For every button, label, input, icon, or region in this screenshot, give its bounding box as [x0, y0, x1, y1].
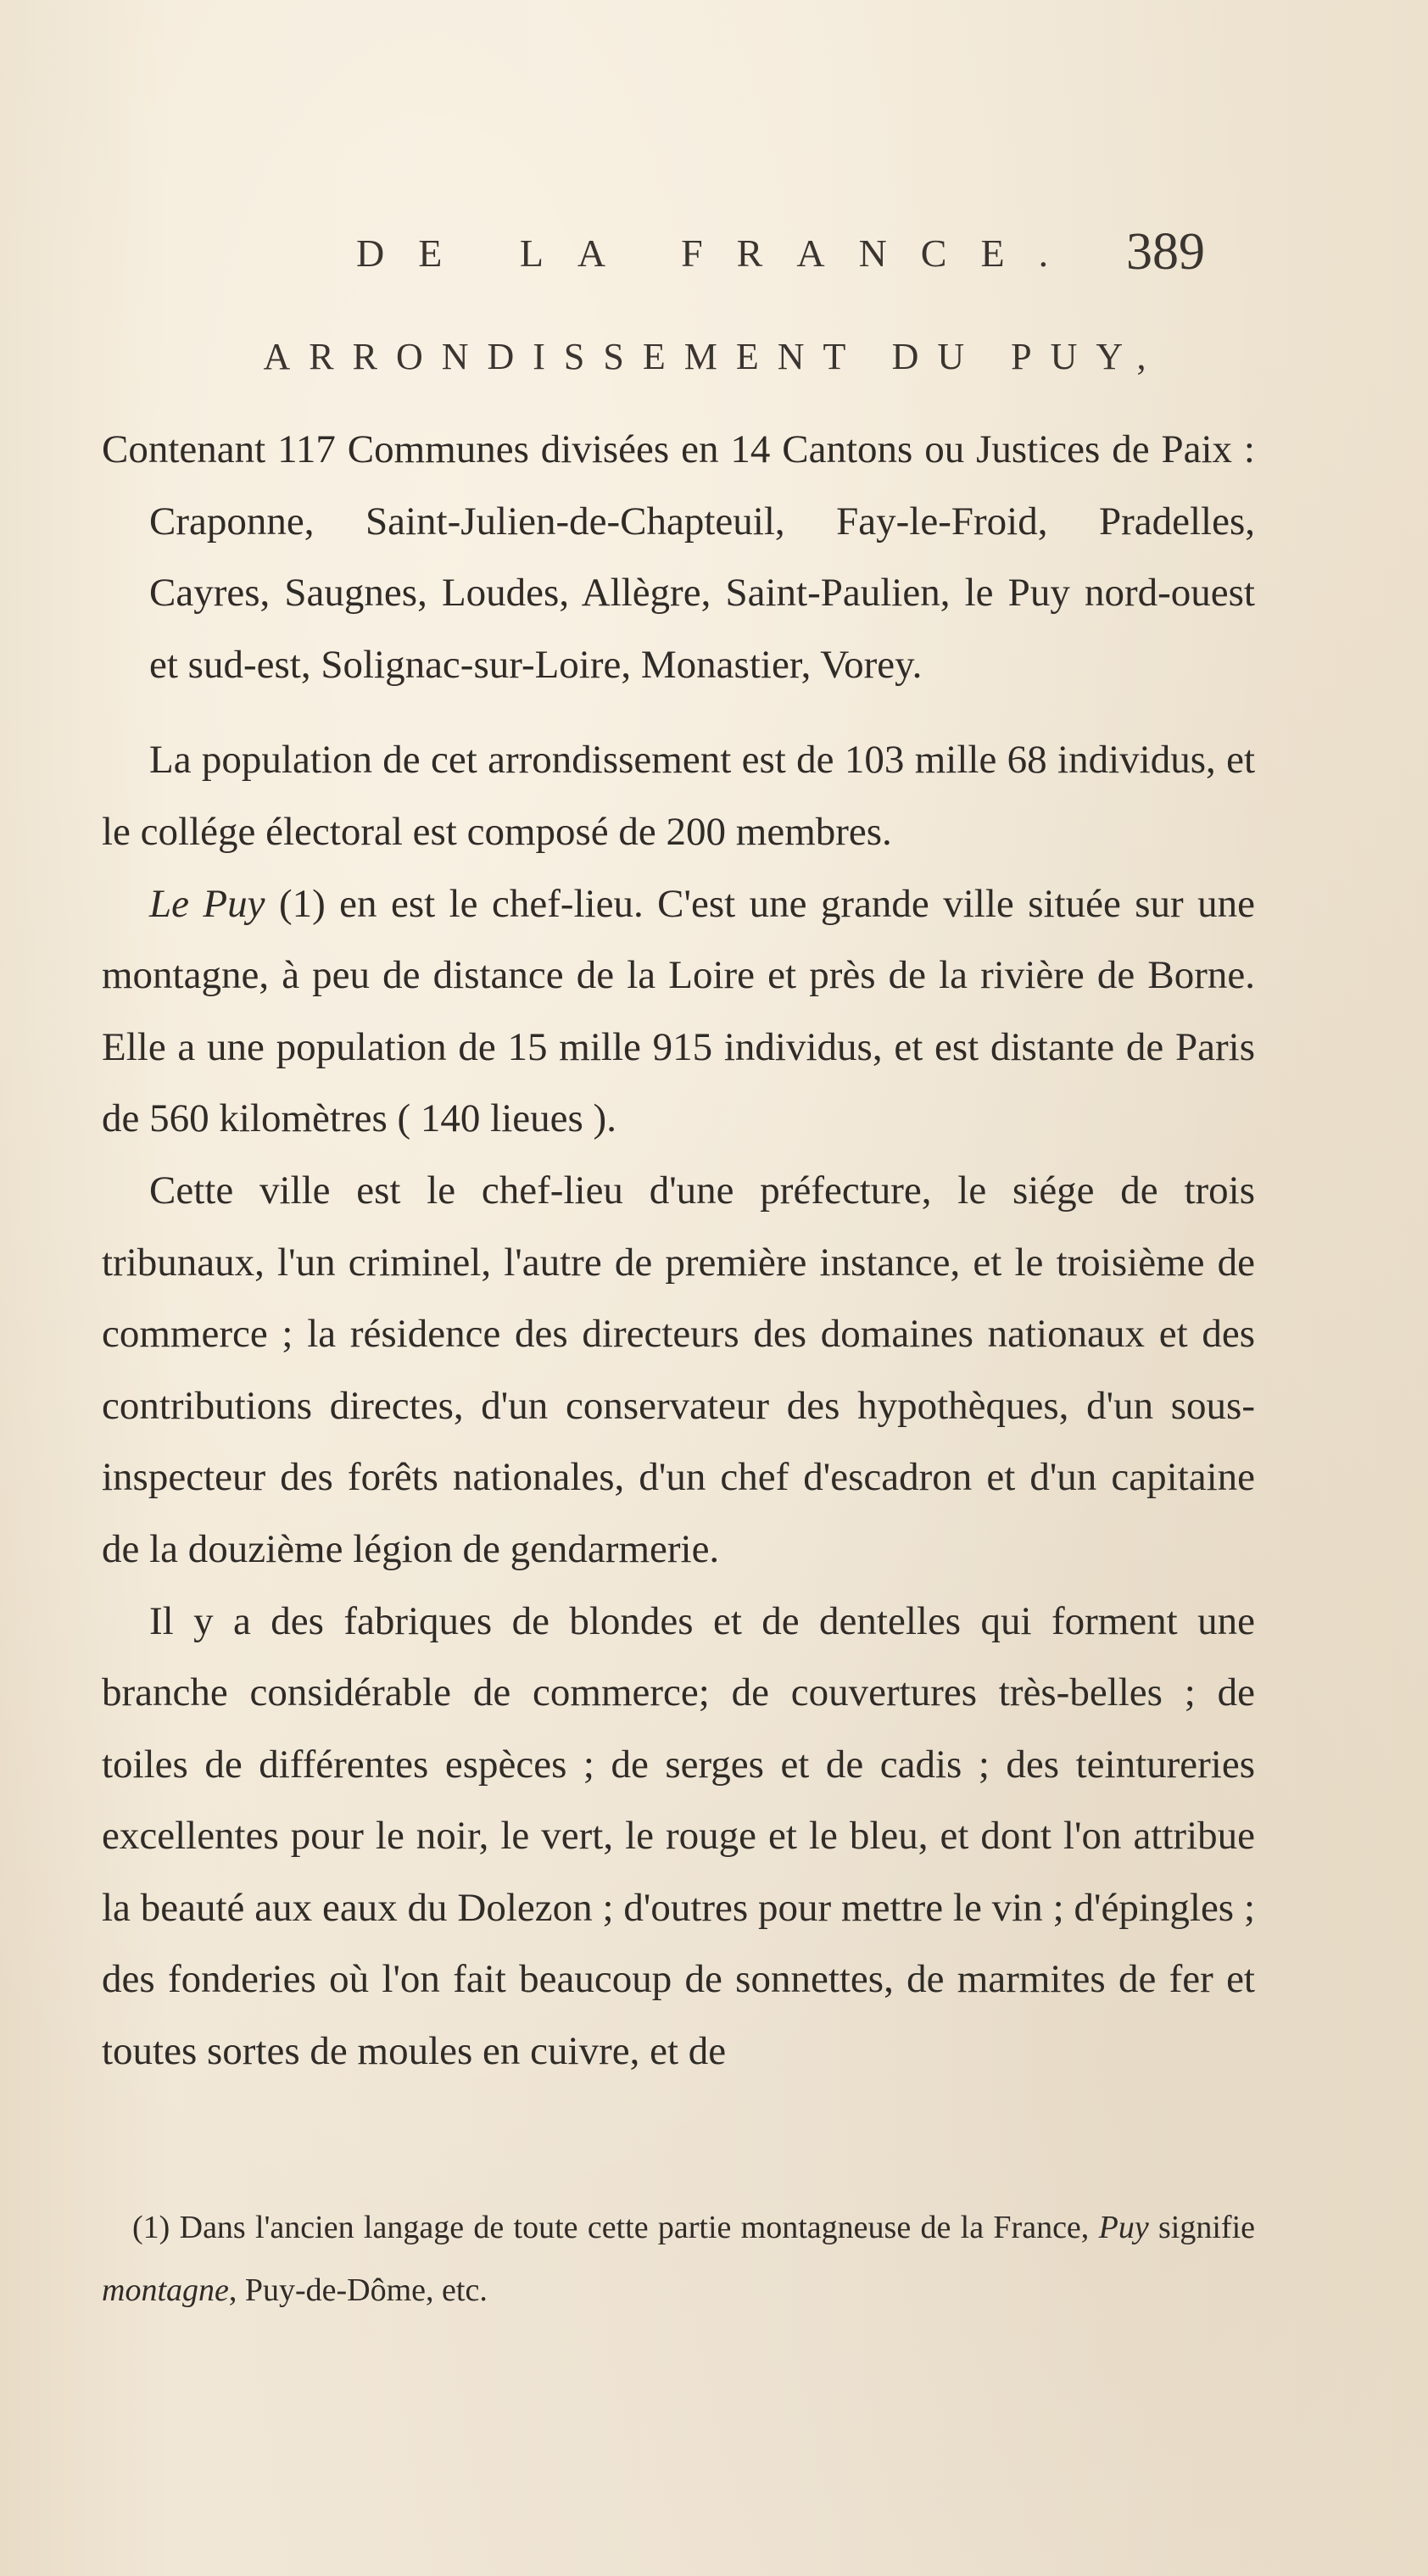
paragraph-population: La population de cet arrondissement est de 103 mille 68 individus, et le collége électoral est composé de 200 membres. [102, 738, 1255, 854]
place-name-le-puy: Le Puy [149, 881, 265, 926]
paragraph-fabriques: Il y a des fabriques de blondes et de dentelles qui forment une branche considérable de commerce; de couvertures très-belles ; de toiles de différentes espèces ; de serges et de cadis ; des teintureries excellentes pour le noir, le vert, le rouge et le bleu, et dont l'on attribue la beauté aux eaux du Dolezon ; d'outres pour mettre le vin ; d'épingles ; des fonderies où l'on fait beaucoup de sonnettes, de marmites de fer et toutes sortes de moules en cuivre, et de [102, 1598, 1255, 2074]
paragraph-contents: Contenant 117 Communes divisées en 14 Cantons ou Justices de Paix : Craponne, Saint-Julien-de-Chapteuil, Fay-le-Froid, Pradelles, Cayres, Saugnes, Loudes, Allègre, Saint-Paulien, le Puy nord-ouest et sud-est, Solignac-sur-Loire, Monastier, Vorey. [102, 427, 1255, 687]
body-text [102, 414, 1255, 2088]
running-head-title: DE LA FRANCE. [356, 231, 1083, 275]
footnote-text: (1) Dans l'ancien langage de toute cette partie montagneuse de la France, Puy signifie montagne, Puy-de-Dôme, etc. [102, 2210, 1255, 2308]
section-heading: ARRONDISSEMENT DU PUY, [263, 336, 1165, 377]
footnote [102, 2196, 1255, 2322]
paragraph-prefecture: Cette ville est le chef-lieu d'une préfecture, le siége de trois tribunaux, l'un criminel, l'autre de première instance, et le troisième de commerce ; la résidence des directeurs des domaines nationaux et des contributions directes, d'un conservateur des hypothèques, d'un sous-inspecteur des forêts nationales, d'un chef d'escadron et d'un capitaine de la douzième légion de gendarmerie. [102, 1168, 1255, 1571]
page-number: 389 [1126, 223, 1205, 281]
running-head [0, 222, 1428, 290]
paragraph-le-puy-text: (1) en est le chef-lieu. C'est une grande ville située sur une montagne, à peu de distance de la Loire et près de la rivière de Borne. Elle a une population de 15 mille 915 individus, et est distante de Paris de 560 kilomètres ( 140 lieues ). [102, 881, 1255, 1141]
paragraph-le-puy [102, 868, 1255, 1155]
